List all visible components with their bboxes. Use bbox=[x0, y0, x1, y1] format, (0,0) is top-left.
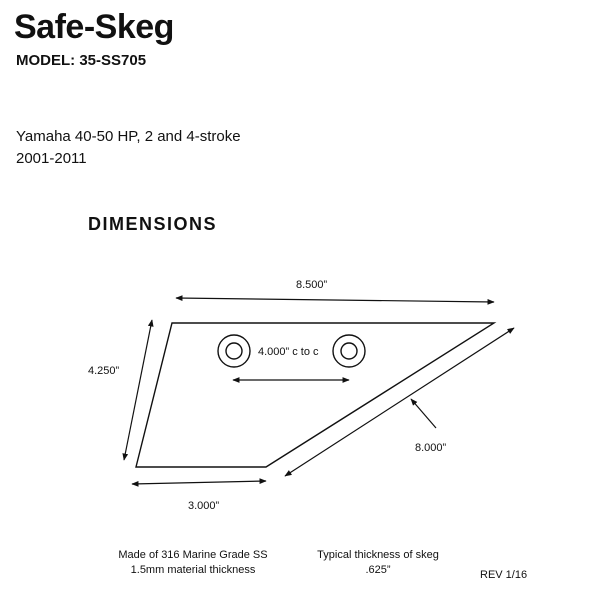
model-number: MODEL: 35-SS705 bbox=[16, 52, 147, 69]
height-arrow bbox=[124, 320, 152, 460]
revision-label: REV 1/16 bbox=[480, 569, 528, 581]
top-width-label: 8.500” bbox=[296, 279, 328, 291]
mounting-hole-left bbox=[218, 335, 250, 367]
material-note-line2: 1.5mm material thickness bbox=[130, 564, 256, 576]
dimensions-heading: DIMENSIONS bbox=[88, 214, 218, 234]
material-note bbox=[108, 548, 278, 578]
bottom-width-arrow bbox=[132, 481, 266, 484]
product-title: Safe-Skeg bbox=[14, 8, 174, 46]
top-width-arrow bbox=[176, 298, 494, 302]
application-engine: Yamaha 40-50 HP, 2 and 4-stroke bbox=[16, 128, 241, 145]
mounting-hole-right bbox=[333, 335, 365, 367]
diagonal-leader-arrow bbox=[411, 399, 436, 428]
diagonal-label: 8.000” bbox=[415, 442, 447, 454]
material-note-line1: Made of 316 Marine Grade SS bbox=[118, 549, 268, 561]
hole-spacing-label: 4.000” c to c bbox=[258, 346, 319, 358]
thickness-note bbox=[300, 548, 456, 578]
thickness-note-line1: Typical thickness of skeg bbox=[317, 549, 439, 561]
diagonal-arrow bbox=[285, 328, 514, 476]
application-years: 2001-2011 bbox=[16, 150, 87, 167]
thickness-note-line2: .625” bbox=[365, 564, 391, 576]
height-label: 4.250” bbox=[88, 365, 120, 377]
bottom-width-label: 3.000” bbox=[188, 500, 220, 512]
